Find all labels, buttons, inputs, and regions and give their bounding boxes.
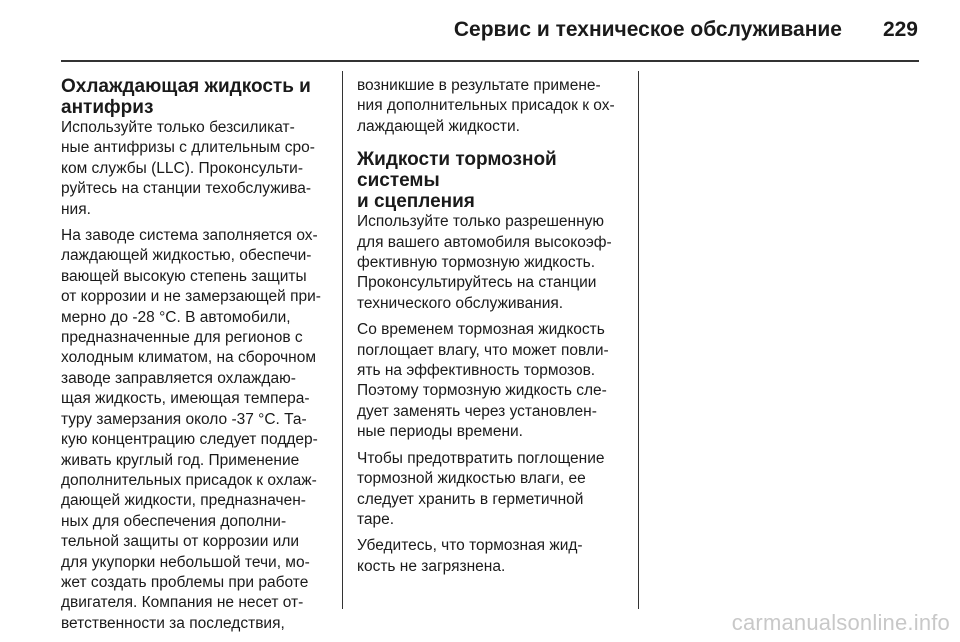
text-line: дополнительных присадок к охлаж- [61, 471, 317, 489]
text-line: мерно до -28 °C. В автомобили, [61, 308, 291, 326]
text-line: Поэтому тормозную жидкость сле- [357, 382, 607, 400]
text-line: следует хранить в герметичной [357, 490, 584, 508]
heading-line: Жидкости тормозной системы [357, 149, 557, 192]
text-line: дающей жидкости, предназначен- [61, 492, 306, 510]
text-line: для укупорки небольшой течи, мо- [61, 553, 310, 571]
text-line: лаждающей жидкости. [357, 117, 520, 135]
paragraph-continuation [357, 76, 633, 137]
paragraph [357, 536, 633, 577]
text-line: для вашего автомобиля высокоэф- [357, 233, 612, 251]
header-divider [61, 60, 919, 62]
text-line: предназначенные для регионов с [61, 329, 303, 347]
text-line: ком службы (LLC). Проконсульти- [61, 159, 303, 177]
text-line: Проконсультируйтесь на станции [357, 274, 597, 292]
text-line: Убедитесь, что тормозная жид- [357, 537, 583, 555]
heading-line: и сцепления [357, 191, 475, 213]
text-line: щая жидкость, имеющая темпера- [61, 390, 310, 408]
text-line: ния дополнительных присадок к ох- [357, 97, 615, 115]
text-line: холодным климатом, на сборочном [61, 349, 317, 367]
column-divider [342, 71, 343, 609]
text-line: ветственности за последствия, [61, 614, 285, 632]
text-line: руйтесь на станции техобслужива- [61, 180, 312, 198]
watermark: carmanualsonline.info [731, 610, 950, 635]
text-line: таре. [357, 510, 395, 528]
text-line: от коррозии и не замерзающей при- [61, 288, 321, 306]
paragraph [357, 449, 633, 531]
text-line: фективную тормозную жидкость. [357, 254, 596, 272]
text-line: Используйте только безсиликат- [61, 119, 295, 136]
page-title: Сервис и техническое обслуживание [453, 18, 842, 41]
section-heading-brake-fluid [357, 149, 633, 212]
text-line: ных для обеспечения дополни- [61, 512, 287, 530]
text-line: поглощает влагу, что может повли- [357, 341, 609, 359]
text-line: На заводе система заполняется ох- [61, 227, 318, 245]
text-line: возникшие в результате примене- [357, 77, 601, 94]
text-line: ные периоды времени. [357, 423, 523, 441]
heading-line: антифриз [61, 97, 154, 118]
text-line: ные антифризы с длительным сро- [61, 139, 315, 157]
page-number: 229 [882, 18, 918, 41]
text-line: кую концентрацию следует поддер- [61, 431, 318, 449]
column-divider [638, 71, 639, 609]
text-line: туру замерзания около -37 °C. Та- [61, 410, 307, 428]
heading-line: Охлаждающая жидкость и [61, 76, 311, 97]
text-line: заводе заправляется охлаждаю- [61, 369, 296, 387]
text-line: Со временем тормозная жидкость [357, 321, 605, 339]
text-line: Используйте только разрешенную [357, 213, 605, 231]
text-line: вающей высокую степень защиты [61, 267, 307, 285]
text-line: двигателя. Компания не несет от- [61, 594, 304, 612]
text-line: тельной защиты от коррозии или [61, 533, 300, 551]
column-middle [357, 76, 633, 583]
text-line: технического обслуживания. [357, 294, 564, 312]
paragraph [357, 320, 633, 442]
section-heading-coolant [61, 76, 337, 118]
text-line: лаждающей жидкостью, обеспечи- [61, 247, 312, 265]
text-line: жет создать проблемы при работе [61, 573, 309, 591]
text-line: живать круглый год. Применение [61, 451, 300, 469]
paragraph [357, 212, 633, 314]
paragraph [61, 118, 337, 220]
paragraph [61, 226, 337, 634]
text-line: тормозной жидкостью влаги, ее [357, 470, 586, 488]
column-left [61, 76, 337, 640]
page-header [0, 0, 960, 62]
text-line: кость не загрязнена. [357, 557, 506, 575]
text-line: ния. [61, 200, 91, 218]
text-line: ять на эффективность тормозов. [357, 362, 596, 380]
text-line: Чтобы предотвратить поглощение [357, 449, 605, 467]
text-line: дует заменять через установлен- [357, 402, 597, 420]
